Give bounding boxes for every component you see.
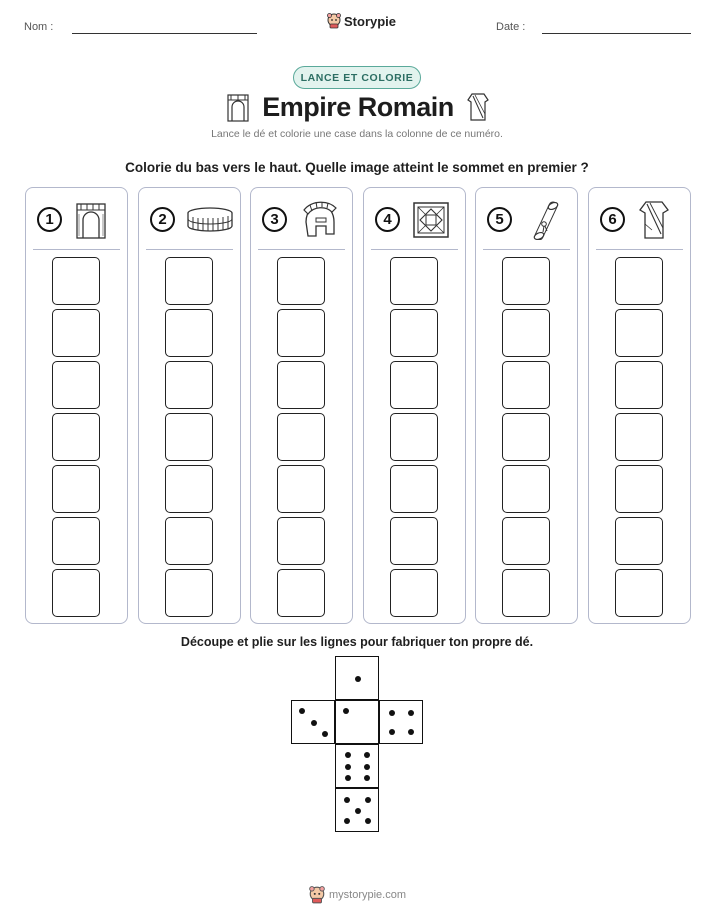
column-header <box>26 198 127 242</box>
name-line[interactable] <box>72 33 257 34</box>
pip <box>322 731 328 737</box>
color-cell[interactable] <box>52 257 100 305</box>
color-cell[interactable] <box>277 569 325 617</box>
pip <box>408 710 414 716</box>
color-cell[interactable] <box>165 309 213 357</box>
color-cell[interactable] <box>277 465 325 513</box>
color-cell[interactable] <box>390 257 438 305</box>
color-cell[interactable] <box>165 361 213 409</box>
color-cell[interactable] <box>277 413 325 461</box>
scroll-icon <box>523 200 563 240</box>
column-divider <box>146 249 233 250</box>
color-cell[interactable] <box>390 361 438 409</box>
column-3 <box>250 187 353 624</box>
color-cell[interactable] <box>165 257 213 305</box>
color-cell[interactable] <box>277 517 325 565</box>
column-4 <box>363 187 466 624</box>
color-cell[interactable] <box>615 413 663 461</box>
color-cell[interactable] <box>52 517 100 565</box>
color-cell[interactable] <box>390 465 438 513</box>
die-face <box>335 656 379 700</box>
pip <box>299 708 305 714</box>
instruction-text: Colorie du bas vers le haut. Quelle image atteint le sommet en premier ? <box>125 160 589 175</box>
color-cell[interactable] <box>615 569 663 617</box>
column-divider <box>33 249 120 250</box>
column-header <box>476 198 577 242</box>
toga-icon <box>466 92 490 122</box>
column-divider <box>483 249 570 250</box>
color-cell[interactable] <box>165 465 213 513</box>
brand <box>327 13 396 29</box>
color-cell[interactable] <box>165 413 213 461</box>
pip <box>389 729 395 735</box>
pip <box>344 818 350 824</box>
pip <box>364 764 370 770</box>
color-cell[interactable] <box>277 257 325 305</box>
column-number: 5 <box>487 207 512 232</box>
brand-name: Storypie <box>344 13 397 29</box>
page-title: Empire Romain <box>262 92 454 122</box>
aqueduct-icon <box>226 92 250 122</box>
column-header <box>251 198 352 242</box>
column-number: 2 <box>150 207 175 232</box>
color-cell[interactable] <box>165 517 213 565</box>
color-cell[interactable] <box>615 309 663 357</box>
die-face <box>335 700 379 744</box>
color-cell[interactable] <box>165 569 213 617</box>
roman-helmet-icon <box>298 200 338 240</box>
storypie-logo-icon <box>327 13 341 29</box>
footer-url[interactable]: mystorypie.com <box>329 889 407 901</box>
colosseum-icon <box>186 200 236 240</box>
die-face <box>291 700 335 744</box>
column-number: 1 <box>37 207 62 232</box>
die-face <box>335 744 379 788</box>
color-cell[interactable] <box>615 257 663 305</box>
pip <box>345 775 351 781</box>
name-label: Nom : <box>24 21 54 33</box>
color-cell[interactable] <box>615 517 663 565</box>
color-cell[interactable] <box>502 465 550 513</box>
color-cell[interactable] <box>52 465 100 513</box>
color-cell[interactable] <box>615 465 663 513</box>
pip <box>355 676 361 682</box>
column-number: 4 <box>375 207 400 232</box>
column-header <box>139 198 240 242</box>
column-1 <box>25 187 128 624</box>
date-label: Date : <box>496 21 526 33</box>
column-header <box>364 198 465 242</box>
color-cell[interactable] <box>52 309 100 357</box>
pip <box>365 797 371 803</box>
color-cell[interactable] <box>52 413 100 461</box>
pip <box>365 818 371 824</box>
die-face <box>335 788 379 832</box>
column-number: 3 <box>262 207 287 232</box>
storypie-logo-icon <box>309 886 325 904</box>
pip <box>311 720 317 726</box>
pip <box>389 710 395 716</box>
color-cell[interactable] <box>502 309 550 357</box>
color-cell[interactable] <box>502 413 550 461</box>
aqueduct-icon <box>73 200 109 240</box>
column-6 <box>588 187 691 624</box>
pip <box>343 708 349 714</box>
column-number: 6 <box>600 207 625 232</box>
toga-icon <box>636 200 672 240</box>
color-cell[interactable] <box>390 413 438 461</box>
color-cell[interactable] <box>502 517 550 565</box>
color-cell[interactable] <box>277 361 325 409</box>
pip <box>364 775 370 781</box>
pip <box>408 729 414 735</box>
color-cell[interactable] <box>390 517 438 565</box>
color-cell[interactable] <box>390 309 438 357</box>
column-divider <box>596 249 683 250</box>
footer <box>309 886 406 904</box>
column-5 <box>475 187 578 624</box>
pip <box>364 752 370 758</box>
die-face <box>379 700 423 744</box>
color-cell[interactable] <box>615 361 663 409</box>
color-cell[interactable] <box>502 569 550 617</box>
column-divider <box>258 249 345 250</box>
column-2 <box>138 187 241 624</box>
color-cell[interactable] <box>277 309 325 357</box>
pip <box>355 808 361 814</box>
column-divider <box>371 249 458 250</box>
pip <box>345 752 351 758</box>
mosaic-icon <box>411 200 451 240</box>
activity-badge: LANCE ET COLORIE <box>293 66 421 89</box>
cut-instruction: Découpe et plie sur les lignes pour fabriquer ton propre dé. <box>180 635 534 649</box>
color-cell[interactable] <box>502 257 550 305</box>
color-cell[interactable] <box>390 569 438 617</box>
color-cell[interactable] <box>52 361 100 409</box>
subtitle: Lance le dé et colorie une case dans la colonne de ce numéro. <box>211 128 503 140</box>
pip <box>344 797 350 803</box>
pip <box>345 764 351 770</box>
date-line[interactable] <box>542 33 691 34</box>
column-header <box>589 198 690 242</box>
color-cell[interactable] <box>52 569 100 617</box>
color-cell[interactable] <box>502 361 550 409</box>
